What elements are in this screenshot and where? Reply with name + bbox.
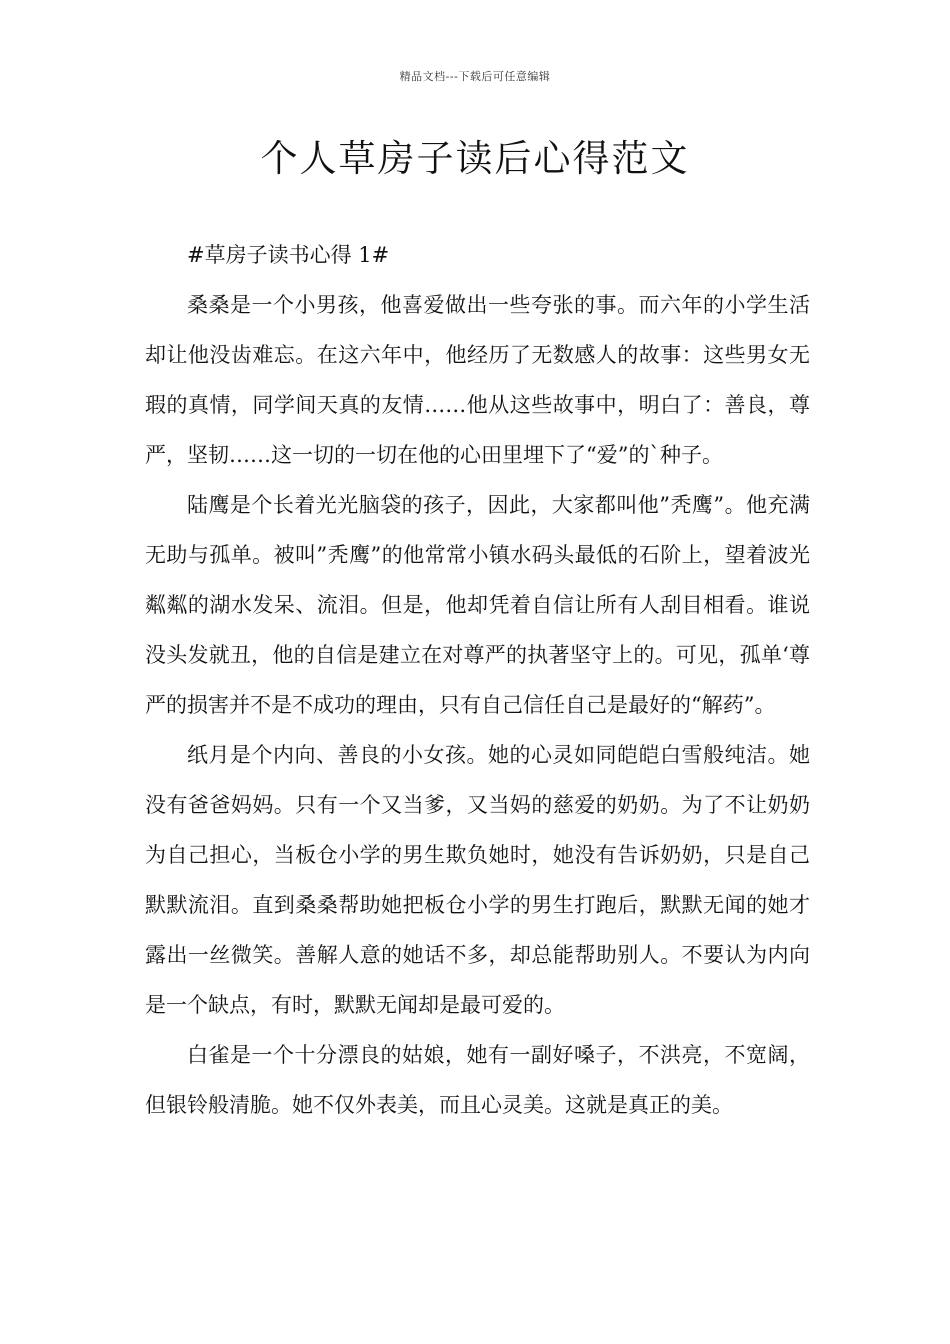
paragraph: 陆鹰是个长着光光脑袋的孩子，因此，大家都叫他”秃鹰”。他充满无助与孤单。被叫”秃鹰”的他常常小镇水码头最低的石阶上，望着波光粼粼的湖水发呆、流泪。但是，他却凭着自信让所有人刮目相看。谁说没头发就丑，他的自信是建立在对尊严的执著坚守上的。可见，孤单‘尊严的损害并不是不成功的理由，只有自己信任自己是最好的“解药”。	[145, 493, 810, 717]
section-heading: #草房子读书心得 1#	[187, 243, 390, 267]
paragraph: 桑桑是一个小男孩，他喜爱做出一些夸张的事。而六年的小学生活却让他没齿难忘。在这六年中，他经历了无数感人的故事：这些男女无瑕的真情，同学间天真的友情……他从这些故事中，明白了：善良，尊严，坚韧……这一切的一切在他的心田里埋下了“爱”的`种子。	[145, 293, 810, 467]
paragraph: 白雀是一个十分漂良的姑娘，她有一副好嗓子，不洪亮，不宽阔，但银铃般清脆。她不仅外表美，而且心灵美。这就是真正的美。	[145, 1043, 810, 1117]
paragraph: 纸月是个内向、善良的小女孩。她的心灵如同皑皑白雪般纯洁。她没有爸爸妈妈。只有一个又当爹，又当妈的慈爱的奶奶。为了不让奶奶为自己担心，当板仓小学的男生欺负她时，她没有告诉奶奶，只是自己默默流泪。直到桑桑帮助她把板仓小学的男生打跑后，默默无闻的她才露出一丝微笑。善解人意的她话不多，却总能帮助别人。不要认为内向是一个缺点，有时，默默无闻却是最可爱的。	[145, 743, 810, 1017]
document-body	[145, 230, 810, 1130]
header-note: 精品文档---下载后可任意编辑	[399, 70, 551, 83]
page-title: 个人草房子读后心得范文	[260, 137, 690, 180]
